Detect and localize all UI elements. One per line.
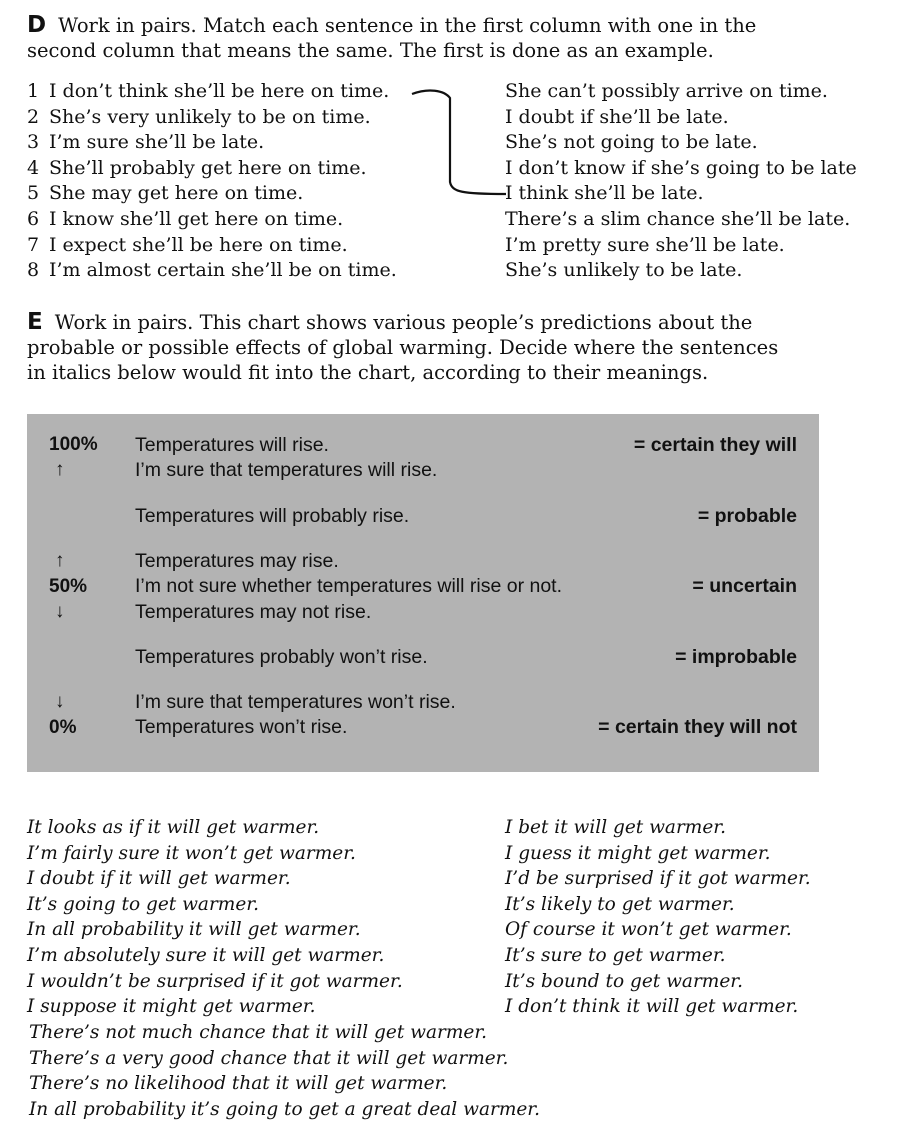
section-e-letter: E — [27, 309, 43, 335]
italic-sentence: I’m fairly sure it won’t get warmer. — [27, 842, 356, 864]
chart-sentence-8: I’m sure that temperatures won’t rise. — [135, 691, 456, 713]
chart-sentence-7: Temperatures probably won’t rise. — [135, 646, 428, 668]
italic-sentence: It looks as if it will get warmer. — [27, 817, 320, 838]
chart-sentence-4: Temperatures may rise. — [135, 550, 339, 572]
d-right-item-1: She can’t possibly arrive on time. — [505, 80, 828, 102]
section-d-left-column — [27, 79, 397, 284]
italic-sentence: Of course it won’t get warmer. — [505, 919, 792, 941]
section-e-instruction-line2: probable or possible effects of global warming. Decide where the sentences — [27, 336, 779, 359]
italic-sentence: It’s bound to get warmer. — [505, 970, 743, 992]
italic-sentence: In all probability it will get warmer. — [27, 919, 361, 941]
probability-chart — [27, 414, 819, 772]
d-right-item-6: There’s a slim chance she’ll be late. — [505, 207, 851, 230]
italic-sentence: There’s not much chance that it will get warmer. — [29, 1022, 488, 1043]
percent-100-label: 100% — [49, 434, 98, 455]
meaning-improbable: = improbable — [675, 646, 797, 668]
chart-sentence-5: I’m not sure whether temperatures will rise or not. — [135, 575, 563, 597]
chart-sentence-3: Temperatures will probably rise. — [135, 505, 410, 527]
section-d-instruction-line2: second column that means the same. The first is done as an example. — [27, 39, 714, 62]
d-right-item-8: She’s unlikely to be late. — [505, 259, 743, 282]
italic-sentences-left — [27, 815, 403, 1020]
italic-sentence: It’s going to get warmer. — [27, 893, 259, 915]
meaning-certain-they-will-not: = certain they will not — [598, 716, 797, 738]
italic-sentence: I guess it might get warmer. — [505, 842, 771, 864]
d-right-item-4: I don’t know if she’s going to be late — [505, 156, 857, 179]
section-e-instruction-line1: Work in pairs. This chart shows various people’s predictions about the — [54, 311, 753, 334]
italic-sentence: There’s no likelihood that it will get warmer. — [29, 1073, 448, 1095]
arrow-up-icon: ↑ — [55, 459, 65, 480]
chart-sentence-2: I’m sure that temperatures will rise. — [135, 459, 438, 481]
section-e-instruction — [27, 310, 887, 385]
section-d-letter: D — [27, 12, 47, 38]
italic-sentence: It’s likely to get warmer. — [505, 893, 735, 915]
italic-sentence: It’s sure to get warmer. — [505, 944, 726, 966]
d-left-item-6: 6 I know she’ll get here on time. — [27, 207, 344, 230]
italic-sentence: I wouldn’t be surprised if it got warmer. — [27, 970, 403, 992]
arrow-down-icon: ↓ — [55, 601, 65, 622]
d-left-item-5: 5 She may get here on time. — [27, 182, 304, 205]
percent-0-label: 0% — [49, 717, 77, 738]
section-d-instruction-line1: Work in pairs. Match each sentence in the first column with one in the — [58, 14, 757, 37]
arrow-down-icon: ↓ — [55, 691, 65, 712]
d-left-item-4: 4 She’ll probably get here on time. — [27, 156, 367, 179]
meaning-certain-they-will: = certain they will — [633, 434, 797, 456]
d-left-item-2: 2 She’s very unlikely to be on time. — [27, 105, 371, 128]
meaning-uncertain: = uncertain — [692, 575, 797, 597]
italic-sentence: I suppose it might get warmer. — [27, 996, 316, 1018]
d-right-item-2: I doubt if she’ll be late. — [505, 105, 729, 128]
chart-sentence-6: Temperatures may not rise. — [135, 601, 372, 623]
italic-sentence: I doubt if it will get warmer. — [27, 868, 291, 890]
d-left-item-7: 7 I expect she’ll be here on time. — [27, 233, 348, 256]
d-left-item-3: 3 I’m sure she’ll be late. — [27, 131, 265, 154]
italic-sentence: I’m absolutely sure it will get warmer. — [27, 944, 385, 966]
italic-sentence: I bet it will get warmer. — [505, 817, 726, 838]
italic-sentence: In all probability it’s going to get a great deal warmer. — [29, 1098, 540, 1120]
italic-sentence: I’d be surprised if it got warmer. — [505, 868, 811, 890]
d-right-item-5: I think she’ll be late. — [505, 182, 704, 205]
italic-sentence: I don’t think it will get warmer. — [505, 996, 799, 1018]
section-d-instruction — [27, 13, 887, 63]
italic-sentences-right — [505, 815, 811, 1020]
d-right-item-3: She’s not going to be late. — [505, 131, 758, 154]
d-left-item-1: 1 I don’t think she’ll be here on time. — [27, 80, 390, 102]
chart-sentence-9: Temperatures won’t rise. — [135, 716, 348, 738]
section-e-instruction-line3: in italics below would fit into the chart, according to their meanings. — [27, 361, 709, 384]
section-d-right-column — [505, 79, 857, 284]
arrow-up-icon: ↑ — [55, 550, 65, 571]
d-right-item-7: I’m pretty sure she’ll be late. — [505, 233, 785, 256]
italic-sentence: There’s a very good chance that it will get warmer. — [29, 1047, 509, 1069]
percent-50-label: 50% — [49, 576, 88, 597]
meaning-probable: = probable — [697, 505, 797, 527]
chart-sentence-1: Temperatures will rise. — [135, 434, 329, 456]
d-left-item-8: 8 I’m almost certain she’ll be on time. — [27, 259, 397, 282]
italic-sentences-bottom — [29, 1020, 540, 1122]
example-match-connector — [408, 84, 508, 199]
